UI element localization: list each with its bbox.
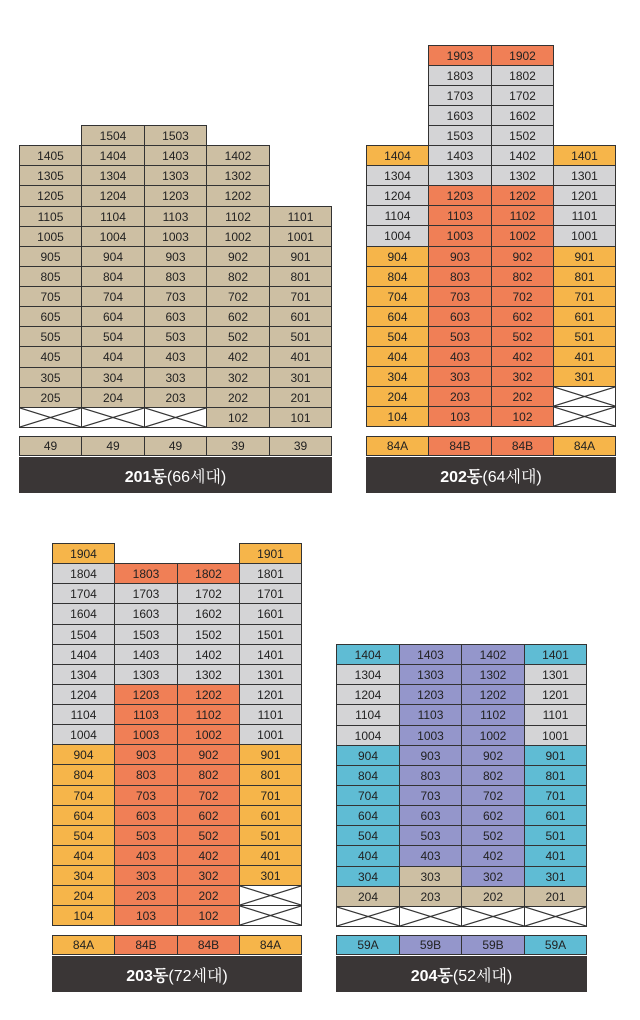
building-name: 203동 bbox=[126, 967, 169, 985]
unit-cell: 1902 bbox=[491, 45, 554, 66]
unit-cell: 803 bbox=[399, 765, 462, 786]
unit-cell: 1102 bbox=[206, 206, 270, 227]
unit-cell: 301 bbox=[239, 865, 302, 886]
unit-cell: 504 bbox=[336, 825, 400, 846]
unit-type-label: 59B bbox=[461, 935, 525, 955]
unit-cell: 904 bbox=[336, 745, 400, 766]
unit-type-label: 39 bbox=[269, 436, 332, 456]
unit-cell: 701 bbox=[524, 785, 587, 806]
unit-cell: 1104 bbox=[336, 704, 400, 726]
unit-cell: 1402 bbox=[206, 145, 270, 166]
unit-cell: 1701 bbox=[239, 583, 302, 604]
unit-cell: 1103 bbox=[399, 704, 462, 726]
unit-cell: 203 bbox=[428, 386, 492, 407]
unit-cell: 601 bbox=[524, 805, 587, 826]
unit-cell: 802 bbox=[461, 765, 525, 786]
unit-cell: 1104 bbox=[81, 206, 145, 227]
unit-cell: 1201 bbox=[524, 684, 587, 705]
unit-cell: 1003 bbox=[399, 725, 462, 746]
unavailable-unit-cell bbox=[239, 905, 302, 926]
unit-cell: 1604 bbox=[52, 603, 115, 625]
unavailable-unit-cell bbox=[144, 407, 207, 428]
unavailable-unit-cell bbox=[553, 406, 616, 427]
household-count: (64세대) bbox=[482, 468, 542, 486]
unit-cell: 1502 bbox=[491, 125, 554, 146]
unit-cell: 704 bbox=[366, 286, 429, 307]
unit-cell: 1102 bbox=[177, 704, 240, 725]
unit-type-label: 84B bbox=[491, 436, 554, 456]
unit-cell: 1301 bbox=[524, 664, 587, 685]
unit-cell: 1405 bbox=[19, 145, 82, 166]
unit-type-label: 84B bbox=[114, 935, 178, 955]
unit-cell: 702 bbox=[177, 785, 240, 806]
unit-cell: 201 bbox=[269, 387, 332, 408]
unit-cell: 1203 bbox=[144, 185, 207, 207]
unit-cell: 204 bbox=[81, 387, 145, 408]
unit-cell: 401 bbox=[524, 845, 587, 867]
unit-cell: 1404 bbox=[81, 145, 145, 166]
household-count: (72세대) bbox=[168, 967, 228, 985]
unit-cell: 1401 bbox=[524, 644, 587, 665]
unit-cell: 702 bbox=[461, 785, 525, 806]
unit-cell: 205 bbox=[19, 387, 82, 408]
unit-cell: 302 bbox=[461, 866, 525, 887]
unit-cell: 1904 bbox=[52, 543, 115, 564]
unit-cell: 802 bbox=[177, 764, 240, 786]
unit-cell: 1304 bbox=[52, 664, 115, 685]
unit-cell: 303 bbox=[428, 366, 492, 387]
unit-cell: 1003 bbox=[428, 225, 492, 247]
unit-cell: 1303 bbox=[399, 664, 462, 685]
unit-cell: 302 bbox=[491, 366, 554, 387]
unit-cell: 903 bbox=[114, 744, 178, 765]
unavailable-unit-cell bbox=[399, 906, 462, 927]
unit-cell: 403 bbox=[144, 346, 207, 368]
unit-cell: 1205 bbox=[19, 185, 82, 207]
unit-cell: 704 bbox=[336, 785, 400, 806]
unit-cell: 601 bbox=[269, 306, 332, 327]
unit-cell: 502 bbox=[491, 326, 554, 347]
unit-cell: 602 bbox=[177, 805, 240, 826]
unit-cell: 503 bbox=[399, 825, 462, 846]
unit-cell: 1004 bbox=[52, 724, 115, 745]
unit-cell: 1403 bbox=[144, 145, 207, 166]
unit-cell: 1503 bbox=[114, 624, 178, 645]
unit-type-label: 84B bbox=[177, 935, 240, 955]
unit-cell: 905 bbox=[19, 246, 82, 267]
unit-cell: 601 bbox=[553, 306, 616, 327]
unit-cell: 1301 bbox=[553, 165, 616, 186]
unit-cell: 803 bbox=[428, 266, 492, 287]
unit-cell: 605 bbox=[19, 306, 82, 327]
unit-cell: 1503 bbox=[144, 125, 207, 146]
unavailable-unit-cell bbox=[81, 407, 145, 428]
unit-cell: 1005 bbox=[19, 226, 82, 247]
unit-cell: 1001 bbox=[553, 225, 616, 247]
unit-cell: 903 bbox=[428, 246, 492, 267]
unit-cell: 904 bbox=[81, 246, 145, 267]
unit-cell: 1802 bbox=[491, 65, 554, 86]
unit-cell: 1501 bbox=[239, 624, 302, 645]
unit-cell: 703 bbox=[428, 286, 492, 307]
unit-cell: 805 bbox=[19, 266, 82, 287]
unit-cell: 1302 bbox=[177, 664, 240, 685]
unit-cell: 604 bbox=[52, 805, 115, 826]
unit-cell: 903 bbox=[399, 745, 462, 766]
unit-cell: 1404 bbox=[52, 644, 115, 665]
unit-cell: 101 bbox=[269, 407, 332, 428]
unit-cell: 704 bbox=[52, 785, 115, 806]
unit-cell: 202 bbox=[177, 885, 240, 906]
unit-cell: 202 bbox=[491, 386, 554, 407]
unit-cell: 702 bbox=[491, 286, 554, 307]
unit-cell: 1803 bbox=[428, 65, 492, 86]
unit-cell: 404 bbox=[52, 845, 115, 866]
unit-cell: 1203 bbox=[399, 684, 462, 705]
unit-cell: 602 bbox=[206, 306, 270, 327]
unit-cell: 1702 bbox=[491, 85, 554, 106]
unit-cell: 704 bbox=[81, 286, 145, 307]
unit-cell: 902 bbox=[206, 246, 270, 267]
unit-cell: 604 bbox=[366, 306, 429, 327]
unit-cell: 902 bbox=[491, 246, 554, 267]
unit-cell: 401 bbox=[553, 346, 616, 367]
unit-cell: 1401 bbox=[553, 145, 616, 166]
unit-cell: 505 bbox=[19, 326, 82, 347]
unavailable-unit-cell bbox=[461, 906, 525, 927]
unit-cell: 202 bbox=[206, 387, 270, 408]
unit-cell: 703 bbox=[114, 785, 178, 806]
unit-cell: 1202 bbox=[177, 684, 240, 705]
building-name: 204동 bbox=[410, 967, 453, 985]
unit-cell: 803 bbox=[144, 266, 207, 287]
unit-cell: 804 bbox=[366, 266, 429, 287]
unit-type-label: 84A bbox=[52, 935, 115, 955]
unit-cell: 403 bbox=[428, 346, 492, 367]
unit-cell: 402 bbox=[206, 346, 270, 368]
unit-cell: 203 bbox=[144, 387, 207, 408]
unit-cell: 503 bbox=[428, 326, 492, 347]
unit-cell: 1602 bbox=[177, 603, 240, 625]
unit-cell: 1104 bbox=[366, 205, 429, 226]
unit-cell: 1102 bbox=[461, 704, 525, 726]
unit-cell: 1201 bbox=[239, 684, 302, 705]
unit-cell: 1803 bbox=[114, 563, 178, 584]
unit-cell: 1101 bbox=[524, 704, 587, 726]
unit-cell: 901 bbox=[269, 246, 332, 267]
unit-cell: 802 bbox=[206, 266, 270, 287]
unit-cell: 1002 bbox=[177, 724, 240, 745]
unit-cell: 1204 bbox=[366, 185, 429, 206]
unit-cell: 1804 bbox=[52, 563, 115, 584]
unavailable-unit-cell bbox=[553, 386, 616, 407]
unit-cell: 801 bbox=[269, 266, 332, 287]
unit-cell: 705 bbox=[19, 286, 82, 307]
unit-cell: 802 bbox=[491, 266, 554, 287]
unit-type-label: 84B bbox=[428, 436, 492, 456]
unit-cell: 1503 bbox=[428, 125, 492, 146]
unit-cell: 1004 bbox=[336, 725, 400, 746]
unit-cell: 1301 bbox=[239, 664, 302, 685]
unit-cell: 1305 bbox=[19, 165, 82, 186]
unit-cell: 1203 bbox=[114, 684, 178, 705]
unit-type-label: 59B bbox=[399, 935, 462, 955]
unit-cell: 1303 bbox=[114, 664, 178, 685]
household-count: (52세대) bbox=[452, 967, 513, 985]
unit-cell: 1403 bbox=[428, 145, 492, 166]
unit-cell: 204 bbox=[336, 886, 400, 907]
unit-cell: 502 bbox=[206, 326, 270, 347]
unit-cell: 1801 bbox=[239, 563, 302, 584]
unit-cell: 401 bbox=[239, 845, 302, 866]
unit-cell: 404 bbox=[336, 845, 400, 867]
unit-cell: 204 bbox=[52, 885, 115, 906]
unit-type-label: 84A bbox=[239, 935, 302, 955]
unit-cell: 603 bbox=[399, 805, 462, 826]
unit-cell: 1103 bbox=[114, 704, 178, 725]
unit-cell: 503 bbox=[114, 825, 178, 846]
unit-cell: 902 bbox=[177, 744, 240, 765]
unit-cell: 102 bbox=[177, 905, 240, 926]
unit-cell: 1003 bbox=[144, 226, 207, 247]
unit-cell: 604 bbox=[81, 306, 145, 327]
unit-cell: 1303 bbox=[144, 165, 207, 186]
unit-cell: 1002 bbox=[206, 226, 270, 247]
unit-cell: 404 bbox=[81, 346, 145, 368]
unit-cell: 303 bbox=[114, 865, 178, 886]
unit-cell: 1403 bbox=[114, 644, 178, 665]
unit-cell: 1001 bbox=[269, 226, 332, 247]
unit-cell: 603 bbox=[428, 306, 492, 327]
unit-cell: 602 bbox=[461, 805, 525, 826]
unit-cell: 1304 bbox=[336, 664, 400, 685]
unit-cell: 303 bbox=[399, 866, 462, 887]
unit-cell: 701 bbox=[269, 286, 332, 307]
unit-cell: 1402 bbox=[491, 145, 554, 166]
unavailable-unit-cell bbox=[524, 906, 587, 927]
unavailable-unit-cell bbox=[239, 885, 302, 906]
unit-cell: 1101 bbox=[553, 205, 616, 226]
unit-cell: 603 bbox=[144, 306, 207, 327]
unit-cell: 902 bbox=[461, 745, 525, 766]
unit-cell: 402 bbox=[177, 845, 240, 866]
unit-cell: 203 bbox=[114, 885, 178, 906]
unit-cell: 103 bbox=[114, 905, 178, 926]
unit-type-label: 59A bbox=[336, 935, 400, 955]
unit-type-label: 84A bbox=[366, 436, 429, 456]
unit-cell: 405 bbox=[19, 346, 82, 368]
unavailable-unit-cell bbox=[336, 906, 400, 927]
unit-cell: 1603 bbox=[428, 105, 492, 126]
building-name: 202동 bbox=[440, 468, 483, 486]
unit-cell: 1001 bbox=[239, 724, 302, 745]
unit-cell: 1202 bbox=[206, 185, 270, 207]
unit-type-label: 49 bbox=[144, 436, 207, 456]
unit-cell: 603 bbox=[114, 805, 178, 826]
unit-cell: 503 bbox=[144, 326, 207, 347]
unit-cell: 1102 bbox=[491, 205, 554, 226]
unit-cell: 1002 bbox=[491, 225, 554, 247]
building-name: 201동 bbox=[124, 468, 167, 486]
unit-cell: 1103 bbox=[428, 205, 492, 226]
unit-cell: 504 bbox=[81, 326, 145, 347]
unit-cell: 401 bbox=[269, 346, 332, 368]
unit-cell: 104 bbox=[366, 406, 429, 427]
unit-cell: 402 bbox=[461, 845, 525, 867]
unit-cell: 804 bbox=[81, 266, 145, 287]
unit-cell: 1504 bbox=[52, 624, 115, 645]
household-count: (66세대) bbox=[166, 468, 227, 486]
building-footer bbox=[366, 457, 616, 493]
unit-cell: 1304 bbox=[366, 165, 429, 186]
unit-cell: 1704 bbox=[52, 583, 115, 604]
unit-cell: 1004 bbox=[366, 225, 429, 247]
unit-cell: 703 bbox=[144, 286, 207, 307]
unit-cell: 204 bbox=[366, 386, 429, 407]
unit-cell: 1101 bbox=[239, 704, 302, 725]
unit-cell: 602 bbox=[491, 306, 554, 327]
unit-cell: 501 bbox=[269, 326, 332, 347]
unit-cell: 504 bbox=[52, 825, 115, 846]
unit-cell: 801 bbox=[553, 266, 616, 287]
unit-cell: 403 bbox=[399, 845, 462, 867]
unit-cell: 1402 bbox=[177, 644, 240, 665]
unit-cell: 604 bbox=[336, 805, 400, 826]
unit-cell: 301 bbox=[524, 866, 587, 887]
unit-cell: 1403 bbox=[399, 644, 462, 665]
unit-cell: 501 bbox=[553, 326, 616, 347]
building-footer bbox=[52, 956, 302, 992]
unit-cell: 804 bbox=[52, 764, 115, 786]
unit-cell: 1204 bbox=[81, 185, 145, 207]
unit-cell: 1003 bbox=[114, 724, 178, 745]
unit-cell: 302 bbox=[206, 367, 270, 388]
unit-cell: 104 bbox=[52, 905, 115, 926]
unit-cell: 701 bbox=[553, 286, 616, 307]
unit-cell: 1202 bbox=[491, 185, 554, 206]
unit-cell: 903 bbox=[144, 246, 207, 267]
unit-cell: 1302 bbox=[206, 165, 270, 186]
unit-cell: 901 bbox=[524, 745, 587, 766]
unit-cell: 701 bbox=[239, 785, 302, 806]
unit-cell: 801 bbox=[239, 764, 302, 786]
unit-cell: 803 bbox=[114, 764, 178, 786]
unit-cell: 1404 bbox=[366, 145, 429, 166]
unit-cell: 304 bbox=[366, 366, 429, 387]
unit-type-label: 84A bbox=[553, 436, 616, 456]
unit-cell: 1302 bbox=[461, 664, 525, 685]
unit-cell: 403 bbox=[114, 845, 178, 866]
unit-cell: 1004 bbox=[81, 226, 145, 247]
unit-cell: 1304 bbox=[81, 165, 145, 186]
unit-cell: 1901 bbox=[239, 543, 302, 564]
unit-cell: 501 bbox=[524, 825, 587, 846]
unit-cell: 1402 bbox=[461, 644, 525, 665]
unit-cell: 904 bbox=[52, 744, 115, 765]
unit-cell: 102 bbox=[491, 406, 554, 427]
unit-cell: 804 bbox=[336, 765, 400, 786]
unit-cell: 305 bbox=[19, 367, 82, 388]
unit-cell: 304 bbox=[336, 866, 400, 887]
unit-cell: 201 bbox=[524, 886, 587, 907]
unit-cell: 1202 bbox=[461, 684, 525, 705]
unit-cell: 1401 bbox=[239, 644, 302, 665]
unit-cell: 1502 bbox=[177, 624, 240, 645]
building-footer bbox=[336, 956, 587, 992]
unit-cell: 1603 bbox=[114, 603, 178, 625]
unit-cell: 1404 bbox=[336, 644, 400, 665]
unit-cell: 1903 bbox=[428, 45, 492, 66]
unit-cell: 1204 bbox=[52, 684, 115, 705]
unit-cell: 304 bbox=[81, 367, 145, 388]
unit-cell: 1203 bbox=[428, 185, 492, 206]
unit-cell: 402 bbox=[491, 346, 554, 367]
unit-cell: 501 bbox=[239, 825, 302, 846]
unit-cell: 303 bbox=[144, 367, 207, 388]
unit-cell: 1702 bbox=[177, 583, 240, 604]
unit-cell: 502 bbox=[461, 825, 525, 846]
unit-cell: 1103 bbox=[144, 206, 207, 227]
unit-cell: 1802 bbox=[177, 563, 240, 584]
unit-cell: 1302 bbox=[491, 165, 554, 186]
unit-cell: 302 bbox=[177, 865, 240, 886]
unit-cell: 703 bbox=[399, 785, 462, 806]
unit-cell: 1504 bbox=[81, 125, 145, 146]
unit-cell: 103 bbox=[428, 406, 492, 427]
unit-type-label: 49 bbox=[19, 436, 82, 456]
unit-cell: 601 bbox=[239, 805, 302, 826]
unit-type-label: 59A bbox=[524, 935, 587, 955]
unit-cell: 102 bbox=[206, 407, 270, 428]
unit-cell: 202 bbox=[461, 886, 525, 907]
unit-cell: 1002 bbox=[461, 725, 525, 746]
unit-type-label: 39 bbox=[206, 436, 270, 456]
unit-cell: 1601 bbox=[239, 603, 302, 625]
unit-cell: 504 bbox=[366, 326, 429, 347]
unit-cell: 502 bbox=[177, 825, 240, 846]
unit-cell: 301 bbox=[269, 367, 332, 388]
unit-cell: 203 bbox=[399, 886, 462, 907]
unit-cell: 1001 bbox=[524, 725, 587, 746]
unavailable-unit-cell bbox=[19, 407, 82, 428]
unit-cell: 1303 bbox=[428, 165, 492, 186]
building-footer bbox=[19, 457, 332, 493]
unit-cell: 304 bbox=[52, 865, 115, 886]
unit-cell: 1204 bbox=[336, 684, 400, 705]
unit-cell: 1105 bbox=[19, 206, 82, 227]
unit-cell: 901 bbox=[553, 246, 616, 267]
unit-cell: 1104 bbox=[52, 704, 115, 725]
unit-cell: 901 bbox=[239, 744, 302, 765]
unit-cell: 404 bbox=[366, 346, 429, 367]
unit-cell: 1101 bbox=[269, 206, 332, 227]
unit-cell: 1703 bbox=[428, 85, 492, 106]
unit-cell: 1703 bbox=[114, 583, 178, 604]
unit-cell: 1602 bbox=[491, 105, 554, 126]
unit-cell: 801 bbox=[524, 765, 587, 786]
unit-cell: 1201 bbox=[553, 185, 616, 206]
unit-cell: 904 bbox=[366, 246, 429, 267]
unit-type-label: 49 bbox=[81, 436, 145, 456]
unit-cell: 702 bbox=[206, 286, 270, 307]
unit-cell: 301 bbox=[553, 366, 616, 387]
